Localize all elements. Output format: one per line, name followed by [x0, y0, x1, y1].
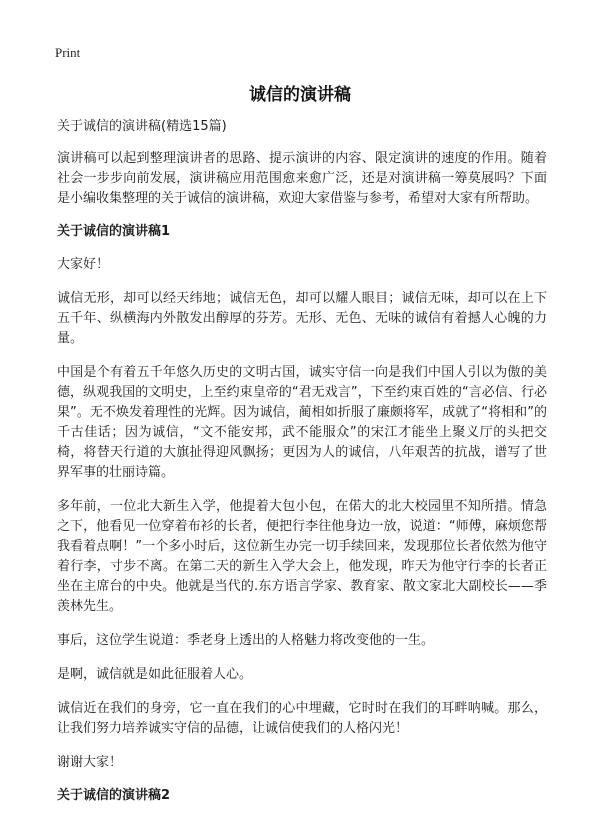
paragraph: 诚信无形，却可以经天纬地；诚信无色，却可以耀人眼目；诚信无味，却可以在上下五千年、纵横海内外散发出醇厚的芬芳。无形、无色、无味的诚信有着撼人心魄的力量。 — [57, 291, 547, 346]
page-title: 诚信的演讲稿 — [249, 85, 351, 105]
paragraph: 事后，这位学生说道：季老身上透出的人格魅力将改变他的一生。 — [57, 633, 435, 648]
intro-paragraph: 演讲稿可以起到整理演讲者的思路、提示演讲的内容、限定演讲的速度的作用。随着社会一步步向前发展，演讲稿应用范围愈来愈广泛，还是对演讲稿一筹莫展吗？下面是小编收集整理的关于诚信的演讲稿，欢迎大家借鉴与参考，希望对大家有所帮助。 — [57, 151, 547, 206]
paragraph-greeting: 大家好！ — [57, 257, 110, 272]
print-link[interactable]: Print — [55, 45, 81, 60]
article-body — [57, 118, 547, 819]
article-subtitle: 关于诚信的演讲稿(精选15篇) — [57, 119, 227, 134]
paragraph: 多年前，一位北大新生入学，他提着大包小包，在偌大的北大校园里不知所措。情急之下，他看见一位穿着布衫的长者，便把行李往他身边一放，说道：“师傅，麻烦您帮我看着点啊！”一个多小时后，这位新生办完一切手续回来，发现那位长者依然为他守着行李，寸步不离。在第二天的新生入学大会上，他发现，昨天为他守行李的长者正坐在主席台的中央。他就是当代的.东方语言学家、教育家、散文家北大副校长——季羡林先生。 — [57, 499, 547, 614]
paragraph: 中国是个有着五千年悠久历史的文明古国，诚实守信一向是我们中国人引以为傲的美德，纵观我国的文明史，上至约束皇帝的“君无戏言”，下至约束百姓的“言必信、行必果”。无不焕发着理性的光辉。因为诚信，蔺相如折服了廉颇将军，成就了“将相和”的千古佳话；因为诚信，“文不能安邦，武不能服众”的宋江才能坐上聚义厅的头把交椅，将替天行道的大旗扯得迎风飘扬；更因为人的诚信，八年艰苦的抗战，谱写了世界军事的壮丽诗篇。 — [57, 365, 547, 480]
section-heading-1: 关于诚信的演讲稿1 — [57, 224, 171, 239]
section-heading-2: 关于诚信的演讲稿2 — [57, 788, 171, 803]
paragraph: 是啊，诚信就是如此征服着人心。 — [57, 667, 253, 682]
paragraph: 诚信近在我们的身旁，它一直在我们的心中埋藏，它时时在我们的耳畔呐喊。那么，让我们努力培养诚实守信的品德，让诚信使我们的人格闪光！ — [57, 701, 547, 736]
paragraph-closing: 谢谢大家！ — [57, 755, 123, 770]
